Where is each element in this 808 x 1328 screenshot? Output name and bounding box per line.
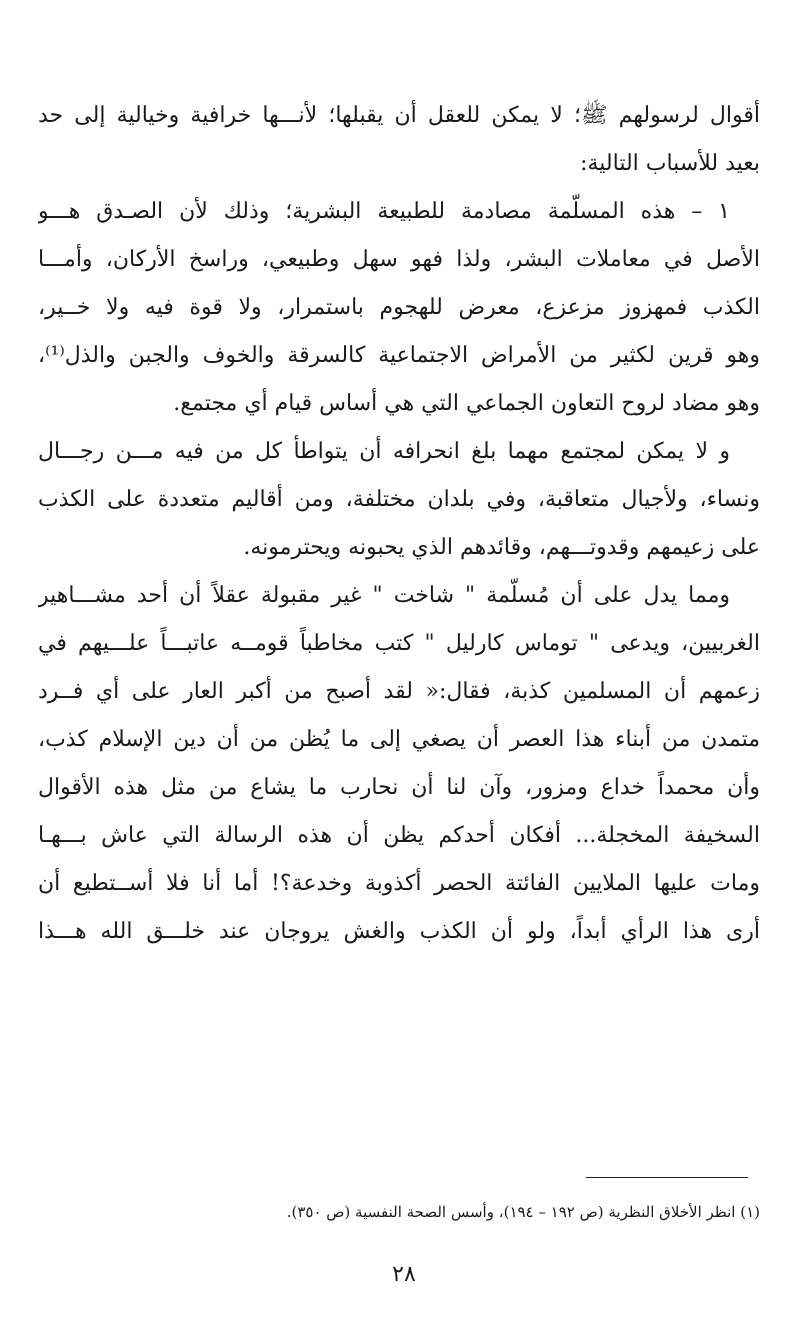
text-line: أقوال لرسولهم ﷺ؛ لا يمكن للعقل أن يقبلها؛ لأنـــها خرافية وخيالية إلى حد [38,103,760,128]
text-line: وهو قرين لكثير من الأمراض الاجتماعية كالسرقة والخوف والجبن والذل⁽¹⁾، [38,343,760,368]
text-line: و لا يمكن لمجتمع مهما بلغ انحرافه أن يتواطأ كل من فيه مـــن رجـــال [38,439,731,464]
text-line: السخيفة المخجلة... أفكان أحدكم يظن أن هذه الرسالة التي عاش بـــهـا [38,823,760,848]
text-line: متمدن من أبناء هذا العصر أن يصغي إلى ما يُظن من أن دين الإسلام كذب، [38,727,760,752]
text-line: الأصل في معاملات البشر، ولذا فهو سهل وطبيعي، وراسخ الأركان، وأمـــا [38,247,760,272]
body-text [38,92,760,956]
footnote-divider [586,1177,748,1178]
text-line: ١ – هذه المسلّمة مصادمة للطبيعة البشرية؛ وذلك لأن الصـدق هـــو [38,199,730,224]
text-line: ونساء، ولأجيال متعاقبة، وفي بلدان مختلفة، ومن أقاليم متعددة على الكذب [38,487,760,512]
text-line: ومات عليها الملايين الفائتة الحصر أكذوبة وخدعة؟! أما أنا فلا أســتطيع أن [38,871,760,896]
text-line: الكذب فمهزوز مزعزع، معرض للهجوم باستمرار، ولا قوة فيه ولا خــير، [38,295,760,320]
text-line: أرى هذا الرأي أبداً، ولو أن الكذب والغش يروجان عند خلـــق الله هـــذا [38,919,760,944]
text-line: الغربيين، ويدعى " توماس كارليل " كتب مخاطباً قومــه عاتبـــاً علـــيهم في [38,631,760,656]
page-number: ٢٨ [392,1262,416,1287]
text-line: وهو مضاد لروح التعاون الجماعي التي هي أساس قيام أي مجتمع. [173,391,760,416]
text-line: وأن محمداً خداع ومزور، وآن لنا أن نحارب ما يشاع من مثل هذه الأقوال [38,775,760,800]
text-line: ومما يدل على أن مُسلّمة " شاخت " غير مقبولة عقلاً أن أحد مشـــاهير [38,583,730,608]
footnote: (١) انظر الأخلاق النظرية (ص ١٩٢ – ١٩٤)، وأسس الصحة النفسية (ص ٣٥٠). [286,1203,760,1221]
text-line: على زعيمهم وقدوتـــهم، وقائدهم الذي يحبونه ويحترمونه. [243,535,760,560]
text-line: زعمهم أن المسلمين كذبة، فقال:« لقد أصبح من أكبر العار على أي فــرد [38,679,760,704]
text-line: بعيد للأسباب التالية: [580,151,760,176]
